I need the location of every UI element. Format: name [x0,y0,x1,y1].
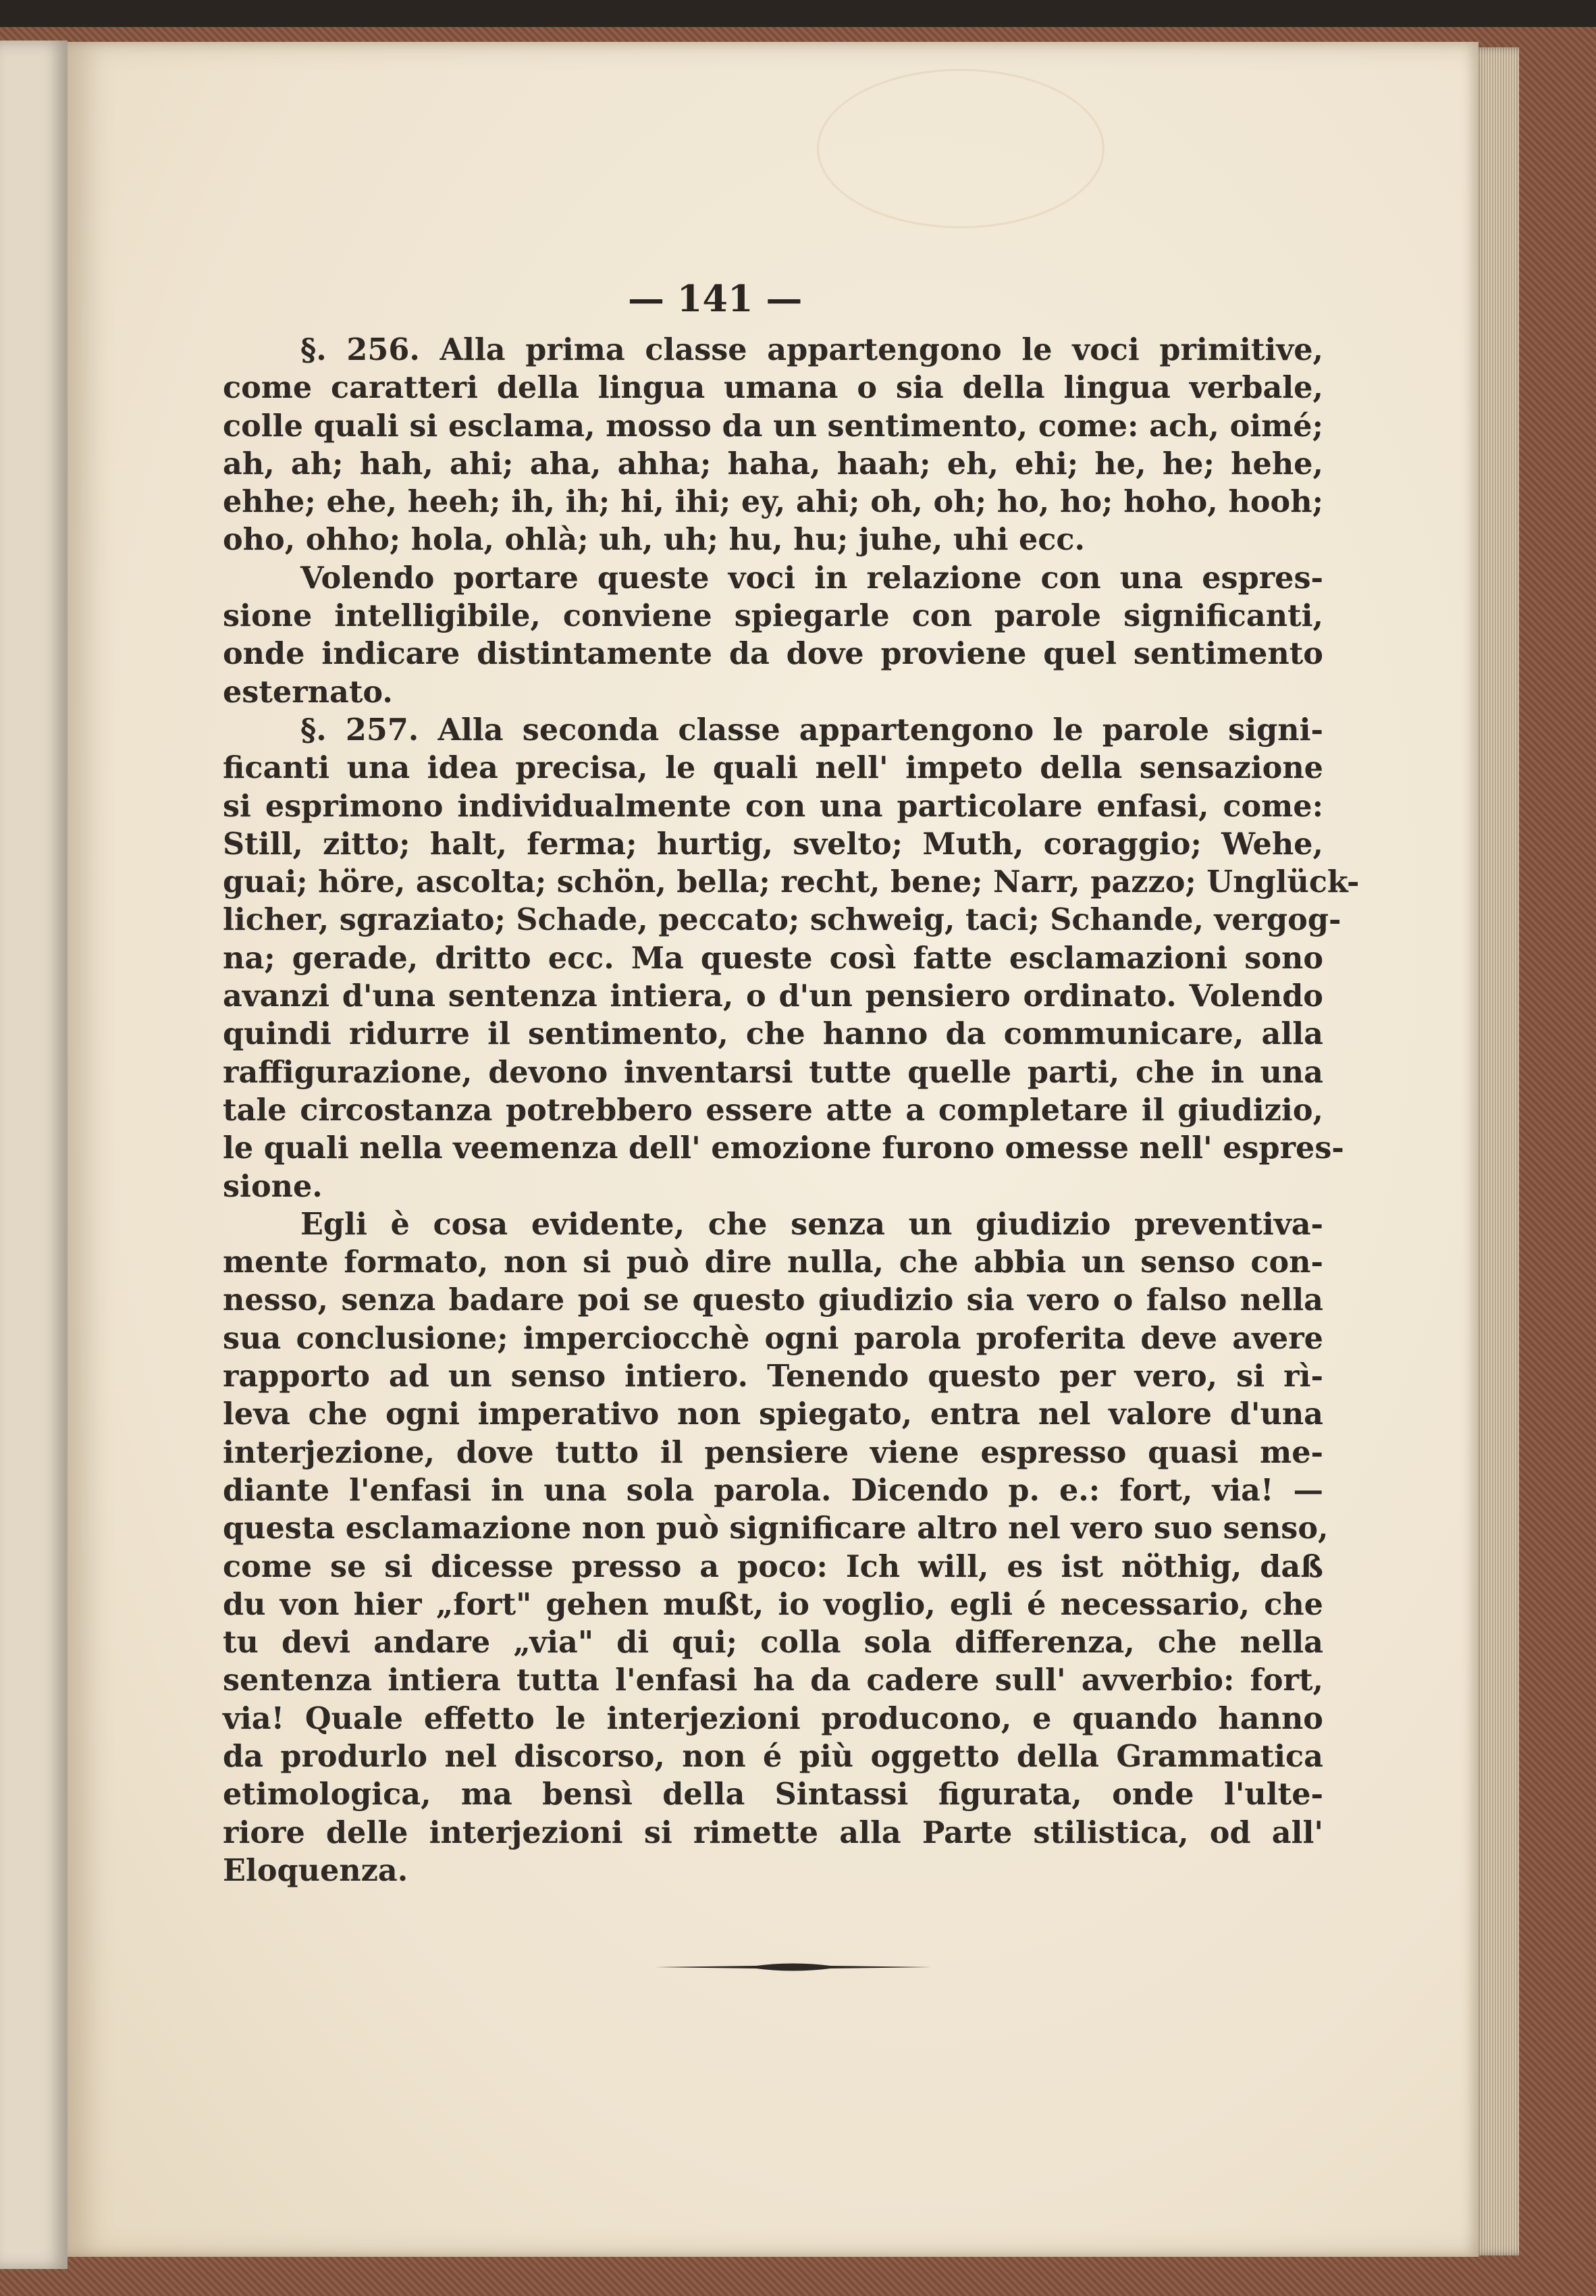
text-line: oho, ohho; hola, ohlà; uh, uh; hu, hu; juhe, uhi ecc. [223,522,1085,558]
text-line: ficanti una idea precisa, le quali nell' impeto della sensazione [223,750,1323,786]
text-line: esternato. [223,674,393,710]
page-block-edge [1472,47,1519,2255]
text-line: da produrlo nel discorso, non é più oggetto della Grammatica [223,1738,1323,1774]
text-line: raffigurazione, devono inventarsi tutte quelle parti, che in una [223,1054,1323,1090]
text-line: nesso, senza badare poi se questo giudizio sia vero o falso nella [223,1282,1323,1318]
text-line: come se si dicesse presso a poco: Ich will, es ist nöthig, daß [223,1548,1323,1584]
text-line: tu devi andare „via" di qui; colla sola differenza, che nella [223,1625,1323,1661]
text-line: avanzi d'una sentenza intiera, o d'un pensiero ordinato. Volendo [223,979,1323,1014]
paper-stain [817,69,1105,228]
text-line: si esprimono individualmente con una particolare enfasi, come: [223,788,1323,824]
text-line: questa esclamazione non può significare altro nel vero suo senso, [223,1511,1329,1546]
page-number: — 141 — [628,277,803,320]
text-line: §. 256. Alla prima classe appartengono le voci primitive, [300,332,1323,367]
text-line: guai; höre, ascolta; schön, bella; recht, bene; Narr, pazzo; Unglück- [223,864,1360,900]
text-line: rapporto ad un senso intiero. Tenendo questo per vero, si rì- [223,1359,1323,1394]
text-line: come caratteri della lingua umana o sia della lingua verbale, [223,370,1323,406]
text-line: quindi ridurre il sentimento, che hanno da communicare, alla [223,1016,1323,1052]
text-line: sua conclusione; imperciocchè ogni parola proferita deve avere [223,1320,1323,1356]
text-line: sione intelligibile, conviene spiegarle con parole significanti, [223,598,1323,634]
text-line: sione. [223,1168,323,1204]
text-line: via! Quale effetto le interjezioni producono, e quando hanno [223,1700,1323,1736]
text-line: du von hier „fort" gehen mußt, io voglio, egli é necessario, che [223,1586,1323,1622]
text-line: Egli è cosa evidente, che senza un giudizio preventiva- [300,1206,1323,1242]
text-line: interjezione, dove tutto il pensiere viene espresso quasi me- [223,1434,1323,1470]
text-line: Eloquenza. [223,1852,408,1888]
text-line: colle quali si esclama, mosso da un sentimento, come: ach, oimé; [223,408,1323,444]
left-page-edge [0,41,68,2269]
text-line: diante l'enfasi in una sola parola. Dicendo p. e.: fort, via! — [223,1472,1323,1508]
text-line: tale circostanza potrebbero essere atte a completare il giudizio, [223,1092,1323,1128]
text-line: leva che ogni imperativo non spiegato, entra nel valore d'una [223,1397,1323,1432]
closing-rule-ornament [655,1960,932,1975]
text-line: ah, ah; hah, ahi; aha, ahha; haha, haah; eh, ehi; he, he; hehe, [223,446,1323,481]
text-line: onde indicare distintamente da dove proviene quel sentimento [223,636,1323,672]
text-line: licher, sgraziato; Schade, peccato; schweig, taci; Schande, vergog- [223,902,1341,938]
text-line: ehhe; ehe, heeh; ih, ih; hi, ihi; ey, ahi; oh, oh; ho, ho; hoho, hooh; [223,484,1323,520]
text-line: §. 257. Alla seconda classe appartengono le parole signi- [300,712,1323,748]
book-page [68,42,1479,2257]
text-line: le quali nella veemenza dell' emozione furono omesse nell' espres- [223,1130,1344,1166]
text-line: sentenza intiera tutta l'enfasi ha da cadere sull' avverbio: fort, [223,1663,1323,1698]
text-line: Still, zitto; halt, ferma; hurtig, svelto; Muth, coraggio; Wehe, [223,826,1323,862]
text-line: riore delle interjezioni si rimette alla Parte stilistica, od all' [223,1815,1323,1850]
body-text [223,331,1360,1889]
text-line: etimologica, ma bensì della Sintassi figurata, onde l'ulte- [223,1777,1323,1812]
text-line: mente formato, non si può dire nulla, che abbia un senso con- [223,1245,1323,1280]
text-line: Volendo portare queste voci in relazione con una espres- [300,560,1323,596]
text-line: na; gerade, dritto ecc. Ma queste così fatte esclamazioni sono [223,940,1323,976]
